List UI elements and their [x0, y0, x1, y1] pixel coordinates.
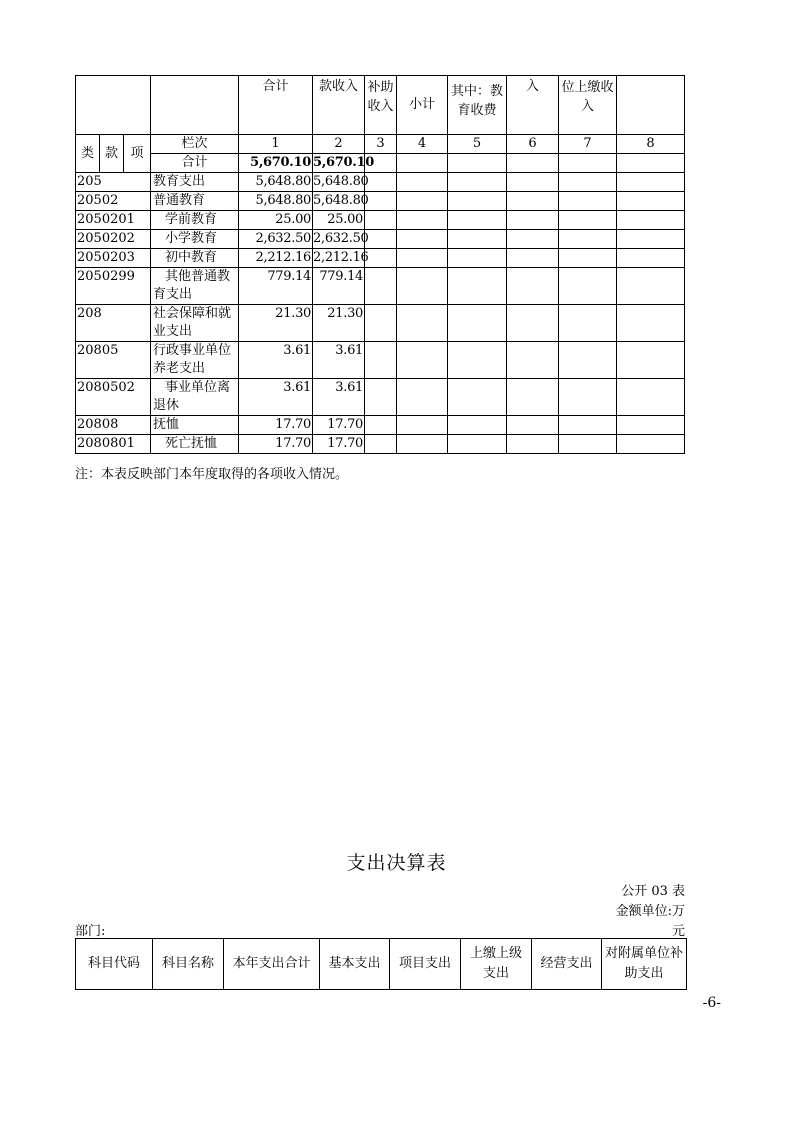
row-fiscal: 3.61	[313, 342, 365, 379]
header-lanci: 栏次	[151, 135, 239, 154]
header-remit-expense: 上缴上级支出	[461, 939, 532, 990]
col-number: 7	[559, 135, 617, 154]
header-income-fragment: 入	[507, 76, 559, 135]
header-subtotal: 小计	[397, 76, 448, 135]
table-row	[76, 342, 685, 379]
header-xiang: 项	[124, 135, 151, 173]
row-total: 2,212.16	[239, 249, 313, 268]
header-business-expense: 经营支出	[532, 939, 602, 990]
row-name: 行政事业单位养老支出	[151, 342, 239, 379]
expense-header-row	[76, 939, 687, 990]
header-education-fee: 其中：教育收费	[448, 76, 507, 135]
total-row	[76, 154, 685, 173]
header-blank	[617, 76, 685, 135]
table-row	[76, 305, 685, 342]
header-project-expense: 项目支出	[390, 939, 461, 990]
row-fiscal: 25.00	[313, 211, 365, 230]
table-row	[76, 192, 685, 211]
col-number: 2	[313, 135, 365, 154]
row-total: 25.00	[239, 211, 313, 230]
col-number: 4	[397, 135, 448, 154]
header-unit-remit-income: 位上缴收入	[559, 76, 617, 135]
row-total: 17.70	[239, 416, 313, 435]
expense-table	[75, 938, 687, 990]
row-code: 2050202	[76, 230, 151, 249]
row-total: 2,632.50	[239, 230, 313, 249]
header-lei: 类	[76, 135, 100, 173]
row-total: 3.61	[239, 379, 313, 416]
table-row	[76, 211, 685, 230]
row-fiscal: 2,212.16	[313, 249, 365, 268]
row-code: 20805	[76, 342, 151, 379]
header-total: 合计	[239, 76, 313, 135]
department-label: 部门:	[75, 924, 106, 939]
total-label: 合计	[151, 154, 239, 173]
row-total: 21.30	[239, 305, 313, 342]
header-blank	[76, 76, 151, 135]
header-basic-expense: 基本支出	[320, 939, 390, 990]
row-name: 事业单位离退休	[151, 379, 239, 416]
row-fiscal: 21.30	[313, 305, 365, 342]
row-fiscal: 779.14	[313, 268, 365, 305]
row-total: 3.61	[239, 342, 313, 379]
table-note: 注：本表反映部门本年度取得的各项收入情况。	[75, 467, 349, 482]
row-name: 普通教育	[151, 192, 239, 211]
row-fiscal: 5,648.80	[313, 192, 365, 211]
row-code: 2050299	[76, 268, 151, 305]
header-subject-name: 科目名称	[153, 939, 224, 990]
header-subsidy-expense: 对附属单位补助支出	[602, 939, 687, 990]
row-total: 17.70	[239, 435, 313, 454]
page-number: -6-	[702, 995, 721, 1011]
row-fiscal: 17.70	[313, 435, 365, 454]
col-number: 6	[507, 135, 559, 154]
income-header-row	[76, 76, 685, 135]
table-row	[76, 249, 685, 268]
header-year-total: 本年支出合计	[224, 939, 320, 990]
row-name: 教育支出	[151, 173, 239, 192]
table-row	[76, 173, 685, 192]
total-amount: 5,670.10	[239, 154, 313, 173]
row-total: 5,648.80	[239, 173, 313, 192]
table-row	[76, 416, 685, 435]
row-code: 208	[76, 305, 151, 342]
header-blank	[151, 76, 239, 135]
col-number: 8	[617, 135, 685, 154]
header-fiscal-income: 款收入	[313, 76, 365, 135]
row-code: 2080502	[76, 379, 151, 416]
row-name: 其他普通教育支出	[151, 268, 239, 305]
table-row	[76, 268, 685, 305]
row-code: 20502	[76, 192, 151, 211]
row-fiscal: 3.61	[313, 379, 365, 416]
table-number: 公开 03 表	[621, 884, 685, 899]
page-title: 支出决算表	[346, 852, 447, 874]
row-total: 779.14	[239, 268, 313, 305]
row-code: 2050203	[76, 249, 151, 268]
row-name: 小学教育	[151, 230, 239, 249]
header-subsidy-income: 补助收入	[365, 76, 397, 135]
row-fiscal: 5,648.80	[313, 173, 365, 192]
row-name: 死亡抚恤	[151, 435, 239, 454]
unit-label: 金额单位:万	[615, 904, 685, 919]
row-name: 初中教育	[151, 249, 239, 268]
row-fiscal: 17.70	[313, 416, 365, 435]
col-number: 3	[365, 135, 397, 154]
table-row	[76, 379, 685, 416]
col-number: 5	[448, 135, 507, 154]
unit-suffix: 元	[671, 924, 685, 939]
header-kuan: 款	[100, 135, 124, 173]
row-name: 抚恤	[151, 416, 239, 435]
row-code: 20808	[76, 416, 151, 435]
row-name: 社会保障和就业支出	[151, 305, 239, 342]
table-row	[76, 435, 685, 454]
total-fiscal-amount: 5,670.10	[313, 154, 365, 173]
header-subject-code: 科目代码	[76, 939, 153, 990]
row-code: 2050201	[76, 211, 151, 230]
col-number: 1	[239, 135, 313, 154]
row-fiscal: 2,632.50	[313, 230, 365, 249]
table-row	[76, 230, 685, 249]
column-number-row	[76, 135, 685, 154]
row-code: 205	[76, 173, 151, 192]
row-code: 2080801	[76, 435, 151, 454]
income-table	[75, 75, 685, 454]
row-total: 5,648.80	[239, 192, 313, 211]
row-name: 学前教育	[151, 211, 239, 230]
